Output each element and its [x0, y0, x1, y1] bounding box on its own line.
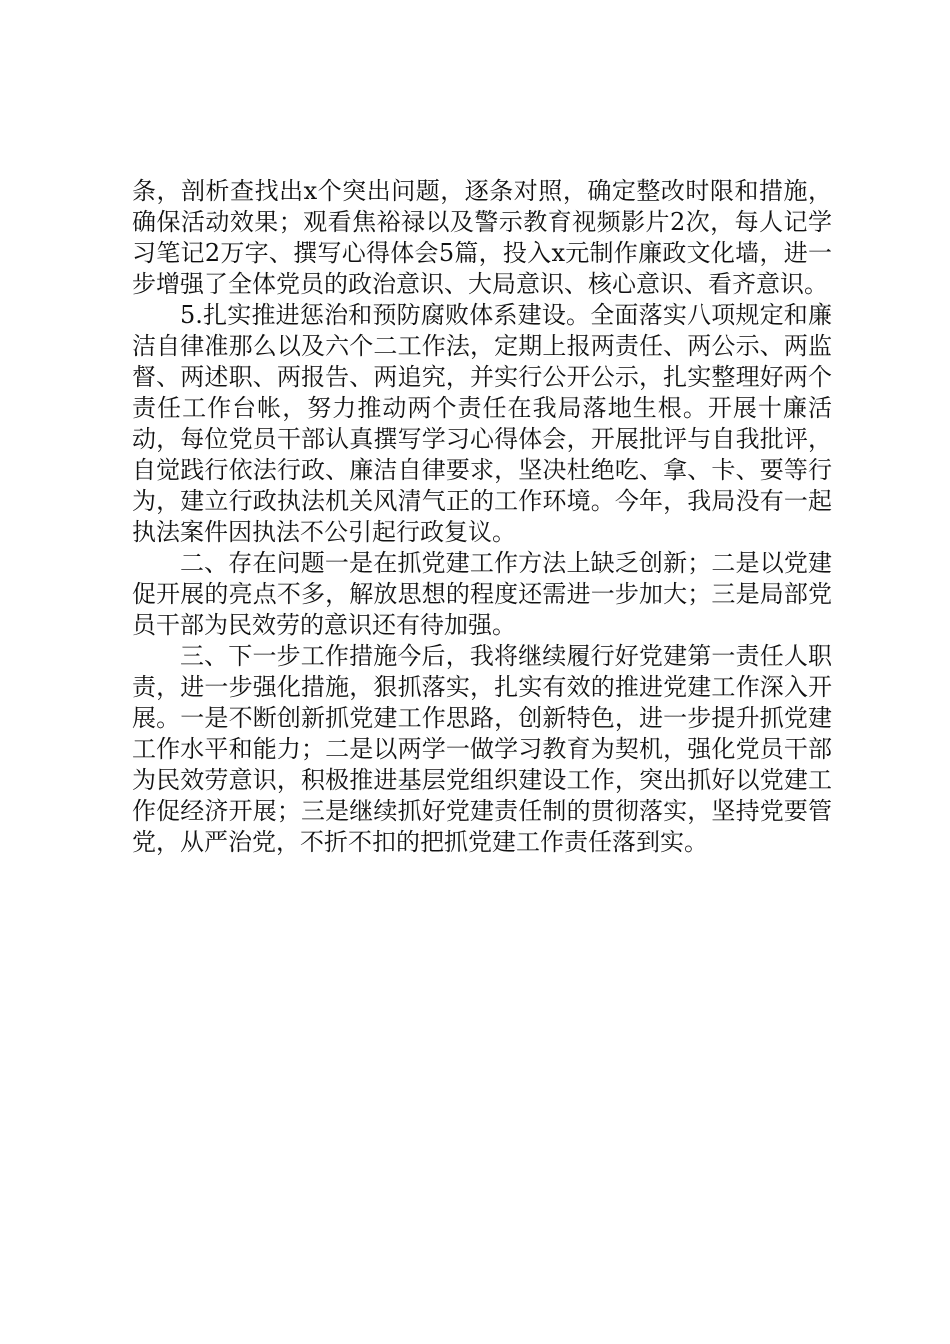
paragraph-next-steps: 三、下一步工作措施今后，我将继续履行好党建第一责任人职责，进一步强化措施，狠抓落实，扎实有效的推进党建工作深入开展。一是不断创新抓党建工作思路，创新特色，进一步提升抓党建工作水平和能力；二是以两学一做学习教育为契机，强化党员干部为民效劳意识，积极推进基层党组织建设工作，突出抓好以党建工作促经济开展；三是继续抓好党建责任制的贯彻落实，坚持党要管党，从严治党，不折不扣的把抓党建工作责任落到实。	[132, 642, 832, 856]
paragraph-problems: 二、存在问题一是在抓党建工作方法上缺乏创新；二是以党建促开展的亮点不多，解放思想的程度还需进一步加大；三是局部党员干部为民效劳的意识还有待加强。	[132, 549, 832, 639]
paragraph-anticorruption: 5.扎实推进惩治和预防腐败体系建设。全面落实八项规定和廉洁自律准那么以及六个二工作法，定期上报两责任、两公示、两监督、两述职、两报告、两追究，并实行公开公示，扎实整理好两个责任工作台帐，努力推动两个责任在我局落地生根。开展十廉活动，每位党员干部认真撰写学习心得体会，开展批评与自我批评，自觉践行依法行政、廉洁自律要求，坚决杜绝吃、拿、卡、要等行为，建立行政执法机关风清气正的工作环境。今年，我局没有一起执法案件因执法不公引起行政复议。	[132, 301, 832, 546]
paragraph-continuation: 条，剖析查找出x个突出问题，逐条对照，确定整改时限和措施，确保活动效果；观看焦裕禄以及警示教育视频影片2次，每人记学习笔记2万字、撰写心得体会5篇，投入x元制作廉政文化墙，进一步增强了全体党员的政治意识、大局意识、核心意识、看齐意识。	[132, 177, 832, 298]
document-body	[132, 176, 832, 858]
